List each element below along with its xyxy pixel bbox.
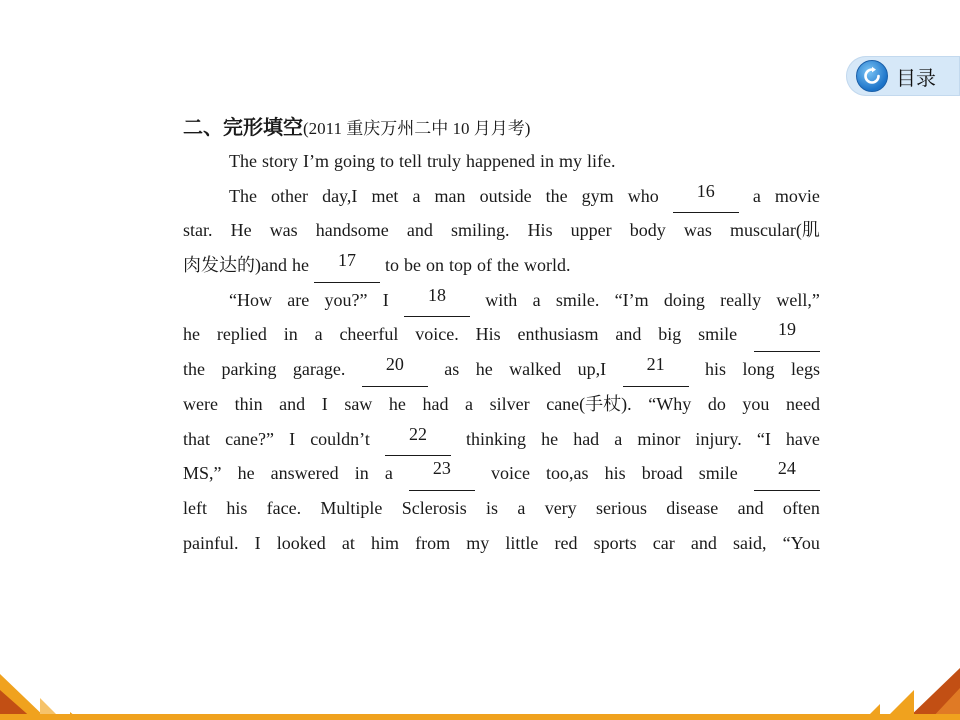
passage-word: I bbox=[254, 532, 261, 553]
section-title: 二、完形填空 bbox=[183, 115, 303, 139]
blank-24: 24 bbox=[754, 456, 820, 491]
passage-word: in bbox=[283, 324, 298, 345]
passage-word: answered bbox=[270, 463, 339, 484]
passage-word: The bbox=[229, 151, 257, 171]
passage-word: legs bbox=[790, 359, 820, 380]
passage-word: he bbox=[291, 255, 309, 276]
passage-word: He bbox=[230, 220, 252, 241]
passage-word: as bbox=[444, 359, 460, 380]
toc-button[interactable] bbox=[846, 56, 960, 96]
passage-word: looked bbox=[276, 532, 326, 553]
passage-word: who bbox=[627, 185, 659, 206]
passage-line bbox=[183, 456, 820, 491]
passage-word: with bbox=[485, 289, 518, 310]
passage-word: I’m bbox=[302, 151, 329, 171]
passage-word: and bbox=[279, 393, 306, 414]
passage-word: smile. bbox=[555, 289, 600, 310]
passage-word: life. bbox=[587, 151, 616, 171]
passage-word: disease bbox=[666, 497, 719, 518]
passage-word: his bbox=[705, 359, 727, 380]
passage-word: and bbox=[406, 220, 433, 241]
passage-word: “You bbox=[782, 532, 820, 553]
blank-21: 21 bbox=[623, 352, 689, 387]
passage-word: voice bbox=[490, 463, 530, 484]
passage-word: left bbox=[183, 497, 207, 518]
passage-word: the bbox=[545, 185, 568, 206]
passage-word: were bbox=[183, 393, 218, 414]
passage-word: serious bbox=[595, 497, 647, 518]
corner-decoration-left bbox=[0, 660, 100, 720]
passage-word: have bbox=[785, 428, 820, 449]
corner-decoration-right bbox=[850, 668, 960, 720]
passage-word: the bbox=[183, 359, 205, 380]
passage-word: and bbox=[690, 532, 717, 553]
passage-word: smile bbox=[698, 324, 738, 345]
passage-word: little bbox=[505, 532, 539, 553]
passage-word: big bbox=[658, 324, 682, 345]
passage-word: the bbox=[497, 255, 520, 276]
blank-19: 19 bbox=[754, 317, 820, 352]
passage-word: 肉发达的)and bbox=[183, 255, 287, 276]
passage-container bbox=[183, 110, 820, 560]
passage-word: going bbox=[333, 151, 375, 171]
passage-word: a bbox=[384, 463, 393, 484]
passage-word: thinking bbox=[466, 428, 527, 449]
passage-word: “Why bbox=[648, 393, 692, 414]
passage-word: to bbox=[384, 255, 399, 276]
passage-line bbox=[183, 491, 820, 526]
passage-word: car bbox=[652, 532, 675, 553]
passage-word: Multiple bbox=[320, 497, 383, 518]
toc-button-label: 目录 bbox=[896, 65, 936, 90]
passage-word: walked bbox=[509, 359, 562, 380]
passage-word: and bbox=[615, 324, 642, 345]
passage-word: often bbox=[782, 497, 820, 518]
passage-word: said, bbox=[733, 532, 767, 553]
passage-word: in bbox=[539, 151, 554, 171]
passage-line bbox=[183, 283, 820, 318]
passage-word: a bbox=[517, 497, 526, 518]
passage-word: his bbox=[226, 497, 248, 518]
passage-word: to bbox=[380, 151, 395, 171]
passage-word: long bbox=[742, 359, 775, 380]
passage-word: silver bbox=[489, 393, 530, 414]
passage-word: he bbox=[541, 428, 559, 449]
passage-word: in bbox=[354, 463, 369, 484]
passage-word: muscular(肌 bbox=[729, 220, 820, 241]
passage-word: very bbox=[544, 497, 577, 518]
passage-word: you?” bbox=[324, 289, 368, 310]
passage-word: a bbox=[465, 393, 474, 414]
passage-word: and bbox=[737, 497, 764, 518]
passage-word: met bbox=[371, 185, 399, 206]
passage-word: movie bbox=[774, 185, 820, 206]
passage-word: really bbox=[720, 289, 762, 310]
blank-23: 23 bbox=[409, 456, 475, 491]
passage-word: up,I bbox=[577, 359, 607, 380]
passage-word: face. bbox=[266, 497, 302, 518]
passage-word: top bbox=[449, 255, 473, 276]
passage-word: replied bbox=[216, 324, 267, 345]
passage-word: he bbox=[237, 463, 255, 484]
passage-word: enthusiasm bbox=[517, 324, 599, 345]
passage-line bbox=[183, 248, 820, 283]
passage-word: injury. bbox=[695, 428, 742, 449]
passage-word: that bbox=[183, 428, 210, 449]
passage-word: minor bbox=[637, 428, 681, 449]
passage-word: was bbox=[269, 220, 298, 241]
blank-22: 22 bbox=[385, 422, 451, 457]
blank-16: 16 bbox=[673, 179, 739, 214]
passage-word: are bbox=[287, 289, 310, 310]
passage-word: other bbox=[271, 185, 309, 206]
passage-word: story bbox=[261, 151, 298, 171]
passage-word: couldn’t bbox=[310, 428, 370, 449]
passage-word: my bbox=[466, 532, 490, 553]
passage-word: parking bbox=[221, 359, 277, 380]
passage-line bbox=[183, 422, 820, 457]
passage-word: world. bbox=[524, 255, 571, 276]
passage-word: on bbox=[426, 255, 444, 276]
passage-word: cane?” bbox=[225, 428, 275, 449]
passage-word: gym bbox=[581, 185, 614, 206]
bottom-accent-bar bbox=[0, 714, 960, 720]
passage-word: a bbox=[314, 324, 323, 345]
passage-word: “How bbox=[229, 289, 272, 310]
passage-word: body bbox=[629, 220, 666, 241]
passage-line bbox=[183, 526, 820, 561]
section-source: (2011 重庆万州二中 10 月月考) bbox=[303, 119, 531, 138]
passage-word: upper bbox=[570, 220, 612, 241]
passage-word: “I’m bbox=[614, 289, 649, 310]
passage-word: handsome bbox=[315, 220, 389, 241]
passage-word: doing bbox=[663, 289, 705, 310]
passage-word: voice. bbox=[415, 324, 459, 345]
passage-word: His bbox=[475, 324, 501, 345]
passage-line bbox=[183, 387, 820, 422]
passage-line bbox=[183, 179, 820, 214]
passage-word: his bbox=[604, 463, 626, 484]
passage-word: garage. bbox=[292, 359, 346, 380]
passage-word: had bbox=[573, 428, 600, 449]
passage-word: cane(手杖). bbox=[546, 393, 632, 414]
passage-word: cheerful bbox=[339, 324, 399, 345]
passage-word: thin bbox=[234, 393, 263, 414]
passage-word: be bbox=[404, 255, 421, 276]
passage-word: he bbox=[475, 359, 493, 380]
passage-word: truly bbox=[427, 151, 462, 171]
passage-word: him bbox=[371, 532, 400, 553]
blank-20: 20 bbox=[362, 352, 428, 387]
passage-line bbox=[183, 352, 820, 387]
passage-word: a bbox=[752, 185, 761, 206]
blank-17: 17 bbox=[314, 248, 380, 283]
passage-word: well,” bbox=[776, 289, 820, 310]
refresh-icon bbox=[856, 60, 888, 92]
passage-word: do bbox=[707, 393, 726, 414]
passage-word: sports bbox=[593, 532, 637, 553]
passage-word: happened bbox=[466, 151, 535, 171]
passage-word: from bbox=[415, 532, 451, 553]
passage-word: was bbox=[683, 220, 712, 241]
passage-word: a bbox=[412, 185, 421, 206]
passage-word: saw bbox=[344, 393, 373, 414]
passage-word: is bbox=[486, 497, 499, 518]
passage-word: need bbox=[785, 393, 820, 414]
passage-word: star. bbox=[183, 220, 213, 241]
section-heading bbox=[183, 110, 820, 144]
passage-line bbox=[183, 144, 820, 179]
passage-word: The bbox=[229, 185, 257, 206]
passage-word: MS,” bbox=[183, 463, 222, 484]
passage-word: too,as bbox=[546, 463, 589, 484]
passage-line bbox=[183, 317, 820, 352]
passage-word: I bbox=[289, 428, 296, 449]
passage-word: of bbox=[477, 255, 493, 276]
passage-word: man bbox=[434, 185, 466, 206]
passage bbox=[183, 144, 820, 560]
passage-word: at bbox=[341, 532, 355, 553]
passage-word: “I bbox=[756, 428, 771, 449]
passage-word: I bbox=[321, 393, 328, 414]
passage-word: had bbox=[422, 393, 449, 414]
passage-word: His bbox=[527, 220, 553, 241]
passage-word: he bbox=[183, 324, 200, 345]
passage-word: smile bbox=[698, 463, 738, 484]
passage-word: red bbox=[554, 532, 578, 553]
passage-word: a bbox=[532, 289, 541, 310]
passage-word: he bbox=[388, 393, 406, 414]
passage-word: painful. bbox=[183, 532, 239, 553]
passage-word: tell bbox=[399, 151, 423, 171]
passage-word: my bbox=[559, 151, 583, 171]
passage-word: smiling. bbox=[450, 220, 510, 241]
passage-word: I bbox=[382, 289, 389, 310]
passage-line bbox=[183, 213, 820, 248]
passage-word: you bbox=[742, 393, 770, 414]
passage-word: outside bbox=[479, 185, 532, 206]
passage-word: Sclerosis bbox=[401, 497, 467, 518]
passage-word: a bbox=[614, 428, 623, 449]
blank-18: 18 bbox=[404, 283, 470, 318]
passage-word: day,I bbox=[322, 185, 358, 206]
passage-word: broad bbox=[641, 463, 683, 484]
